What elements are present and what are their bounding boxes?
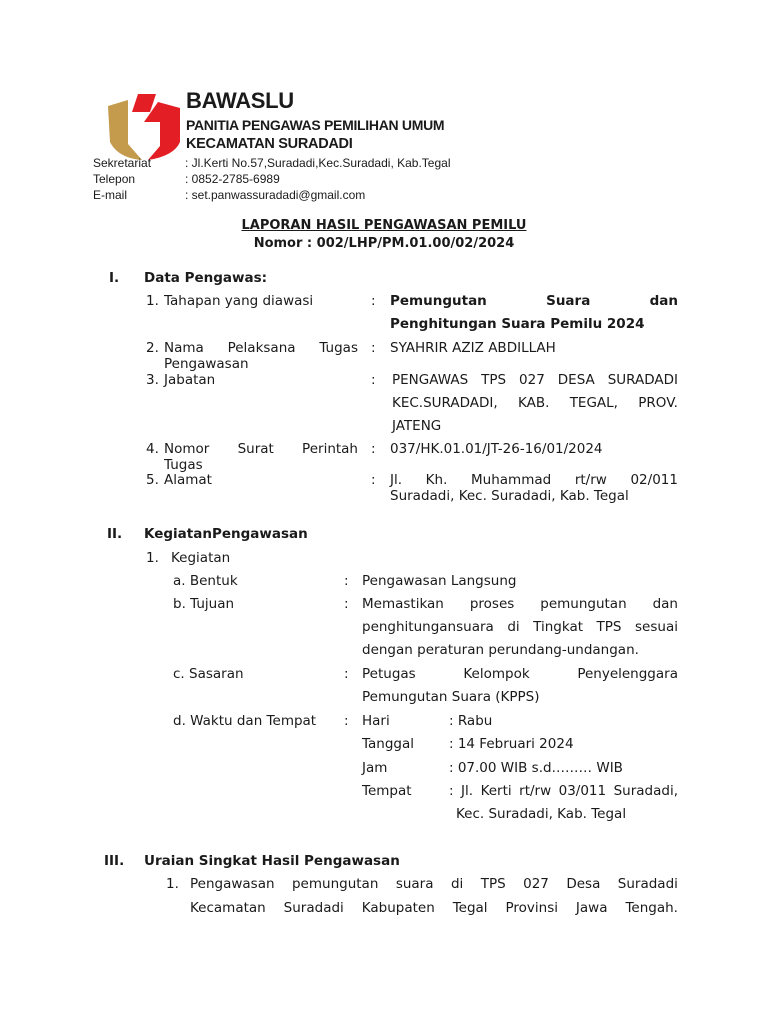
item1-label: Tahapan yang diawasi [164,293,314,309]
contact-label-sekretariat: Sekretariat [93,156,152,170]
org-name-line2: KECAMATAN SURADADI [186,136,353,152]
section3-heading: Uraian Singkat Hasil Pengawasan [144,853,400,869]
tujuan-key: b. Tujuan [173,596,235,612]
item2-number: 2. [146,340,159,356]
item1-number: 1. [146,293,159,309]
item3-value-line3: JATENG [392,418,442,434]
item3-value-line1: PENGAWAS TPS 027 DESA SURADADI [392,372,678,388]
sasaran-key: c. Sasaran [173,666,244,682]
item4-value: 037/HK.01.01/JT-26-16/01/2024 [390,441,603,457]
item5-colon: : [371,472,376,488]
tujuan-value-line1: Memastikan proses pemungutan dan [362,596,678,612]
hari-value: : Rabu [449,713,493,729]
brand-name: BAWASLU [186,88,294,113]
tanggal-value: : 14 Februari 2024 [449,736,574,752]
contact-value-sekretariat: : Jl.Kerti No.57,Suradadi,Kec.Suradadi, Kab.Tegal [185,156,451,170]
section1-heading: Data Pengawas: [144,270,268,286]
logo-red-top [132,94,156,112]
uraian-item-number: 1. [166,876,179,892]
org-name-line1: PANITIA PENGAWAS PEMILIHAN UMUM [186,117,445,133]
item2-value: SYAHRIR AZIZ ABDILLAH [390,340,556,356]
tujuan-value-line3: dengan peraturan perundang-undangan. [362,642,639,658]
item2-label-line1: Nama Pelaksana Tugas [164,340,358,356]
kegiatan-label: Kegiatan [171,550,231,566]
item3-value-line2: KEC.SURADADI, KAB. TEGAL, PROV. [392,395,678,411]
item3-number: 3. [146,372,159,388]
kegiatan-number: 1. [146,550,159,566]
sasaran-colon: : [344,666,349,682]
item2-label-line2: Pengawasan [164,356,249,372]
item1-colon: : [371,293,376,309]
contact-label-email: E-mail [93,188,128,202]
item4-colon: : [371,441,376,457]
tempat-value-line1: : Jl. Kerti rt/rw 03/011 Suradadi, [449,783,678,799]
section1-number: I. [109,270,120,286]
bentuk-value: Pengawasan Langsung [362,573,517,589]
section2-number: II. [107,526,123,542]
report-number: Nomor : 002/LHP/PM.01.00/02/2024 [253,236,515,251]
item3-label: Jabatan [164,372,216,388]
contact-value-email: : set.panwassuradadi@gmail.com [185,188,366,202]
item4-number: 4. [146,441,159,457]
uraian-line1: Pengawasan pemungutan suara di TPS 027 Desa Suradadi [190,876,678,892]
item4-label-line2: Tugas [164,457,203,473]
jam-label: Jam [362,760,388,776]
item1-value-line1: Pemungutan Suara dan [390,293,678,309]
contact-label-telepon: Telepon [93,172,136,186]
item5-label: Alamat [164,472,212,488]
item5-value-line1: Jl. Kh. Muhammad rt/rw 02/011 [390,472,678,488]
contact-value-telepon: : 0852-2785-6989 [185,172,280,186]
item5-value-line2: Suradadi, Kec. Suradadi, Kab. Tegal [390,488,629,504]
section2-heading: KegiatanPengawasan [144,526,308,542]
tempat-label: Tempat [362,783,412,799]
tanggal-label: Tanggal [362,736,415,752]
sasaran-value-line2: Pemungutan Suara (KPPS) [362,689,540,705]
report-title: LAPORAN HASIL PENGAWASAN PEMILU [241,218,527,233]
hari-label: Hari [362,713,390,729]
waktu-colon: : [344,713,349,729]
item4-label-line1: Nomor Surat Perintah [164,441,358,457]
item5-number: 5. [146,472,159,488]
tujuan-colon: : [344,596,349,612]
sasaran-value-line1: Petugas Kelompok Penyelenggara [362,666,678,682]
bentuk-key: a. Bentuk [173,573,238,589]
item2-colon: : [371,340,376,356]
section3-number: III. [104,853,125,869]
waktu-key: d. Waktu dan Tempat [173,713,317,729]
tempat-value-line2: Kec. Suradadi, Kab. Tegal [456,806,627,822]
tujuan-value-line2: penghitungansuara di Tingkat TPS sesuai [362,619,678,635]
bawaslu-logo [108,94,180,160]
bentuk-colon: : [344,573,349,589]
jam-value: : 07.00 WIB s.d……… WIB [449,760,623,776]
item3-colon: : [371,372,376,388]
item1-value-line2: Penghitungan Suara Pemilu 2024 [390,316,645,332]
uraian-line2: Kecamatan Suradadi Kabupaten Tegal Provinsi Jawa Tengah. [190,900,678,916]
